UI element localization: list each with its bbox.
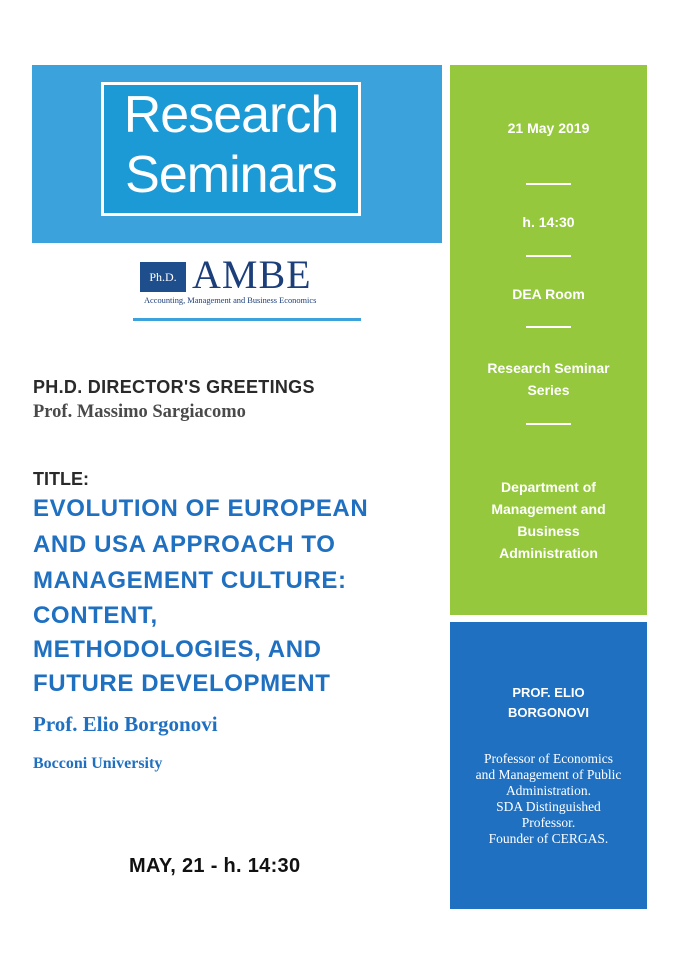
sidebar-dept-line3: Business bbox=[517, 523, 580, 539]
talk-title-line: FUTURE DEVELOPMENT bbox=[33, 670, 331, 697]
speaker-box-name-line2: BORGONOVI bbox=[508, 705, 589, 720]
sidebar-time: h. 14:30 bbox=[522, 214, 575, 230]
speaker-bio bbox=[450, 751, 647, 847]
greetings-name: Prof. Massimo Sargiacomo bbox=[33, 402, 246, 422]
talk-title-label: TITLE: bbox=[33, 469, 89, 489]
sidebar-department bbox=[450, 476, 647, 564]
greetings-heading: PH.D. DIRECTOR'S GREETINGS bbox=[33, 377, 315, 397]
sidebar-room: DEA Room bbox=[512, 286, 585, 302]
sidebar-series-line1: Research Seminar bbox=[487, 360, 610, 376]
speaker-box-name-line1: PROF. ELIO bbox=[512, 685, 585, 700]
talk-title-line: MANAGEMENT CULTURE: bbox=[33, 567, 347, 594]
sidebar-dept-line2: Management and bbox=[491, 501, 606, 517]
talk-title-line: EVOLUTION OF EUROPEAN bbox=[33, 495, 369, 522]
speaker-affiliation: Bocconi University bbox=[33, 755, 163, 772]
sidebar-divider bbox=[526, 183, 571, 185]
talk-title-line: CONTENT, bbox=[33, 602, 158, 629]
poster-title-line1: Research bbox=[123, 86, 339, 144]
speaker-bio-line: SDA Distinguished bbox=[496, 799, 601, 814]
talk-title-line: AND USA APPROACH TO bbox=[33, 531, 336, 558]
sidebar-divider bbox=[526, 423, 571, 425]
poster-title-line2: Seminars bbox=[125, 146, 337, 204]
sidebar-dept-line1: Department of bbox=[501, 479, 596, 495]
sidebar-divider bbox=[526, 326, 571, 328]
speaker-bio-line: Founder of CERGAS. bbox=[488, 831, 609, 846]
ambe-subtitle: Accounting, Management and Business Economics bbox=[144, 296, 317, 305]
sidebar-date: 21 May 2019 bbox=[507, 120, 590, 136]
speaker-bio-line: Administration. bbox=[505, 783, 592, 798]
speaker-name: Prof. Elio Borgonovi bbox=[33, 712, 218, 736]
speaker-box-name bbox=[450, 683, 647, 723]
phd-badge: Ph.D. bbox=[140, 262, 186, 292]
logo-divider bbox=[133, 318, 361, 321]
sidebar-dept-line4: Administration bbox=[499, 545, 598, 561]
poster-title bbox=[104, 85, 358, 213]
speaker-bio-line: and Management of Public bbox=[475, 767, 622, 782]
ambe-logo: AMBE bbox=[192, 252, 312, 297]
speaker-bio-line: Professor of Economics bbox=[484, 751, 613, 766]
event-datetime: MAY, 21 - h. 14:30 bbox=[129, 855, 301, 877]
talk-title-line: METHODOLOGIES, AND bbox=[33, 636, 322, 663]
sidebar-divider bbox=[526, 255, 571, 257]
sidebar-series-line2: Series bbox=[527, 382, 570, 398]
speaker-bio-line: Professor. bbox=[521, 815, 576, 830]
sidebar-series bbox=[450, 357, 647, 401]
